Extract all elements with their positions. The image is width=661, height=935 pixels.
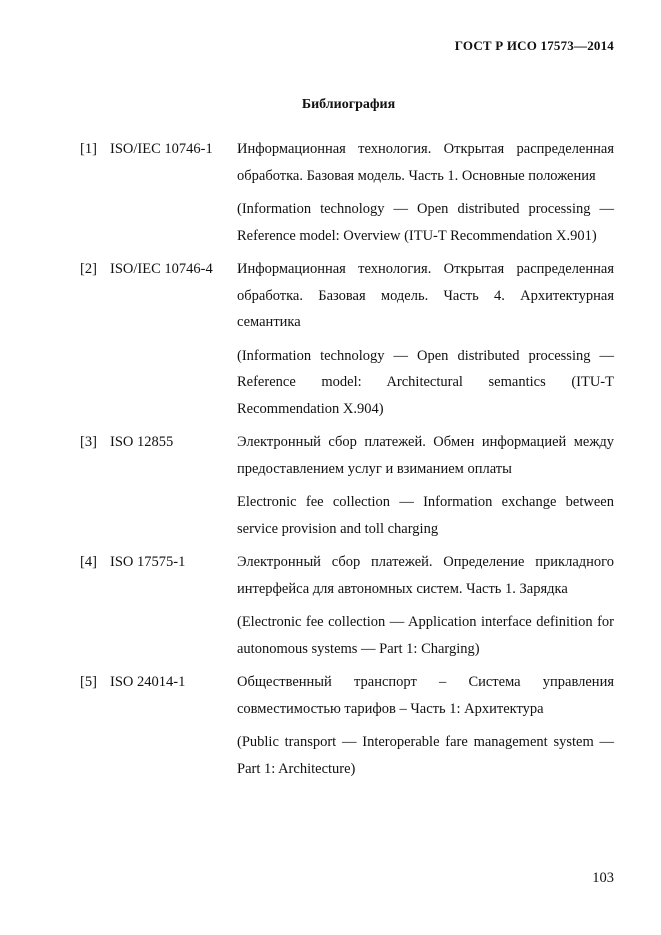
page-number: 103 [592, 870, 614, 886]
entry-russian-title: Информационная технология. Открытая распределенная обработка. Базовая модель. Часть 1. Основные положения [237, 141, 614, 184]
entry-description [237, 429, 614, 542]
entry-number: [1] [80, 141, 97, 157]
entry-russian-title: Информационная технология. Открытая распределенная обработка. Базовая модель. Часть 4. Архитектурная семантика [237, 261, 614, 330]
entry-standard-code: ISO/IEC 10746-1 [110, 141, 213, 157]
entry-standard-code: ISO 17575-1 [110, 554, 186, 570]
entry-english-title: (Electronic fee collection — Application interface definition for autonomous systems — Part 1: Charging) [237, 614, 614, 657]
entry-russian-title: Электронный сбор платежей. Обмен информацией между предоставлением услуг и взиманием оплаты [237, 434, 614, 477]
bibliography-list [80, 136, 614, 789]
entry-number: [5] [80, 674, 97, 690]
entry-description [237, 669, 614, 782]
entry-english-title: (Information technology — Open distributed processing — Reference model: Architectural semantics (ITU-T Recommendation X.904) [237, 347, 614, 417]
entry-description [237, 549, 614, 662]
entry-description [237, 136, 614, 249]
entry-number: [3] [80, 434, 97, 450]
entry-standard-code: ISO 24014-1 [110, 674, 186, 690]
entry-russian-title: Электронный сбор платежей. Определение прикладного интерфейса для автономных систем. Часть 1. Зарядка [237, 554, 614, 597]
entry-english-title: (Public transport — Interoperable fare management system — Part 1: Architecture) [237, 734, 614, 777]
entry-standard-code: ISO/IEC 10746-4 [110, 261, 213, 277]
entry-russian-title: Общественный транспорт – Система управления совместимостью тарифов – Часть 1: Архитектура [237, 674, 614, 717]
entry-description [237, 256, 614, 422]
bibliography-entry-4 [80, 549, 614, 662]
entry-standard-code: ISO 12855 [110, 434, 174, 450]
bibliography-entry-1 [80, 136, 614, 249]
entry-number: [2] [80, 261, 97, 277]
bibliography-entry-5 [80, 669, 614, 782]
entry-number: [4] [80, 554, 97, 570]
entry-english-title: (Information technology — Open distributed processing — Reference model: Overview (ITU-T Recommendation X.901) [237, 201, 614, 244]
bibliography-entry-3 [80, 429, 614, 542]
entry-english-title: Electronic fee collection — Information exchange between service provision and toll charging [237, 494, 614, 537]
bibliography-entry-2 [80, 256, 614, 422]
bibliography-title: Библиография [301, 97, 396, 112]
document-code-header: ГОСТ Р ИСО 17573—2014 [454, 38, 614, 53]
